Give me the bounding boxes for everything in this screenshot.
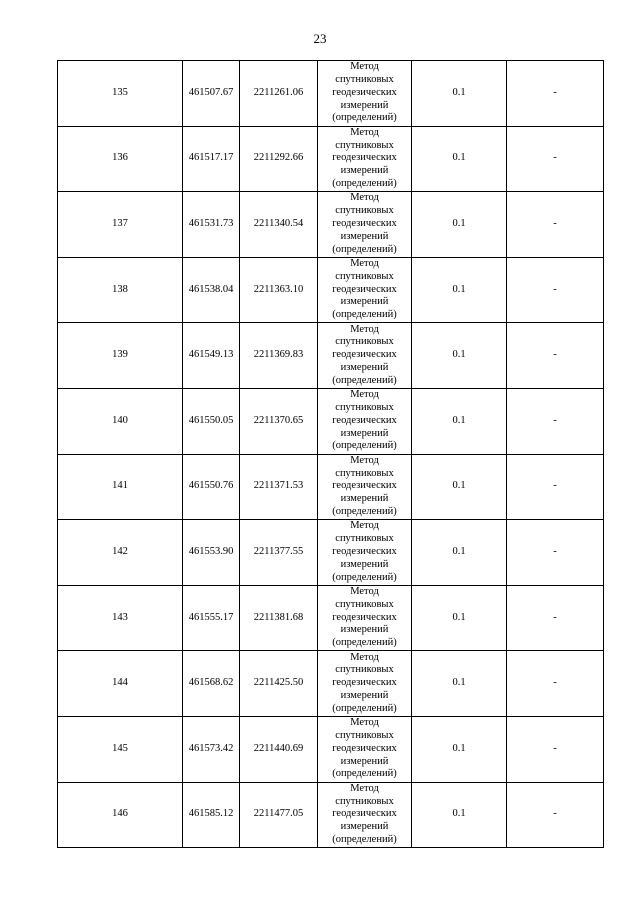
accuracy-cell: 0.1 [412,651,507,717]
coordinate-x-cell: 461573.42 [183,716,240,782]
table-row [58,126,604,192]
accuracy-cell: 0.1 [412,126,507,192]
method-line: Метод [350,61,379,73]
note-cell: - [507,585,604,651]
coordinate-x-cell: 461517.17 [183,126,240,192]
accuracy-cell: 0.1 [412,388,507,454]
method-line: геодезических [332,742,397,754]
method-line: спутниковых [335,730,394,742]
point-number-cell: 137 [58,192,183,258]
coordinate-x-cell: 461549.13 [183,323,240,389]
note-cell: - [507,520,604,586]
coordinate-x-cell: 461550.76 [183,454,240,520]
coordinate-x-cell: 461585.12 [183,782,240,848]
accuracy-cell: 0.1 [412,520,507,586]
table-row [58,192,604,258]
table-row [58,257,604,323]
method-cell [318,520,412,586]
point-number-cell: 144 [58,651,183,717]
method-line: геодезических [332,349,397,361]
note-cell: - [507,454,604,520]
accuracy-cell: 0.1 [412,585,507,651]
method-line: Метод [350,454,379,466]
method-line: геодезических [332,808,397,820]
method-line: (определений) [332,702,397,714]
table-row [58,61,604,127]
method-line: спутниковых [335,795,394,807]
accuracy-cell: 0.1 [412,716,507,782]
method-line: (определений) [332,834,397,846]
method-line: измерений [340,362,389,374]
method-line: (определений) [332,637,397,649]
method-line: геодезических [332,677,397,689]
note-cell: - [507,323,604,389]
note-cell: - [507,61,604,127]
method-line: (определений) [332,768,397,780]
point-number-cell: 141 [58,454,183,520]
method-line: (определений) [332,571,397,583]
note-cell: - [507,388,604,454]
method-line: геодезических [332,283,397,295]
page-number: 23 [313,31,327,46]
method-line: (определений) [332,506,397,518]
method-cell [318,782,412,848]
coordinate-x-cell: 461507.67 [183,61,240,127]
method-line: (определений) [332,112,397,124]
method-line: Метод [350,323,379,335]
method-line: измерений [340,165,389,177]
method-line: измерений [340,755,389,767]
method-cell [318,651,412,717]
method-cell [318,585,412,651]
method-line: измерений [340,493,389,505]
method-line: Метод [350,258,379,270]
coordinate-x-cell: 461531.73 [183,192,240,258]
accuracy-cell: 0.1 [412,61,507,127]
note-cell: - [507,126,604,192]
method-line: геодезических [332,152,397,164]
method-line: (определений) [332,243,397,255]
method-line: измерений [340,558,389,570]
table-row [58,651,604,717]
accuracy-cell: 0.1 [412,323,507,389]
accuracy-cell: 0.1 [412,257,507,323]
method-line: спутниковых [335,598,394,610]
coordinate-x-cell: 461550.05 [183,388,240,454]
accuracy-cell: 0.1 [412,192,507,258]
method-line: измерений [340,821,389,833]
point-number-cell: 135 [58,61,183,127]
method-cell [318,192,412,258]
method-cell [318,257,412,323]
point-number-cell: 139 [58,323,183,389]
note-cell: - [507,651,604,717]
point-number-cell: 140 [58,388,183,454]
method-cell [318,126,412,192]
note-cell: - [507,782,604,848]
method-line: (определений) [332,178,397,190]
method-line: Метод [350,520,379,532]
table-row [58,454,604,520]
method-line: Метод [350,389,379,401]
coordinate-y-cell: 2211261.06 [240,61,318,127]
method-line: Метод [350,586,379,598]
method-line: Метод [350,126,379,138]
point-number-cell: 146 [58,782,183,848]
method-line: спутниковых [335,402,394,414]
table-row [58,388,604,454]
note-cell: - [507,716,604,782]
method-line: спутниковых [335,74,394,86]
point-number-cell: 145 [58,716,183,782]
coordinate-x-cell: 461538.04 [183,257,240,323]
coordinate-x-cell: 461568.62 [183,651,240,717]
method-line: геодезических [332,86,397,98]
method-line: спутниковых [335,205,394,217]
method-line: геодезических [332,414,397,426]
method-line: спутниковых [335,336,394,348]
method-line: (определений) [332,374,397,386]
method-line: спутниковых [335,467,394,479]
table-row [58,716,604,782]
method-cell [318,388,412,454]
method-line: измерений [340,296,389,308]
method-line: измерений [340,690,389,702]
coordinate-x-cell: 461553.90 [183,520,240,586]
coordinate-y-cell: 2211371.53 [240,454,318,520]
coordinate-y-cell: 2211381.68 [240,585,318,651]
coordinates-table-body [58,61,604,848]
method-line: Метод [350,192,379,204]
coordinate-y-cell: 2211370.65 [240,388,318,454]
method-line: спутниковых [335,139,394,151]
method-cell [318,454,412,520]
method-line: (определений) [332,309,397,321]
coordinate-y-cell: 2211292.66 [240,126,318,192]
method-line: измерений [340,624,389,636]
coordinate-y-cell: 2211377.55 [240,520,318,586]
table-row [58,585,604,651]
point-number-cell: 142 [58,520,183,586]
method-line: Метод [350,717,379,729]
point-number-cell: 143 [58,585,183,651]
table-row [58,520,604,586]
method-line: Метод [350,651,379,663]
method-line: геодезических [332,611,397,623]
method-line: измерений [340,99,389,111]
method-line: спутниковых [335,664,394,676]
point-number-cell: 138 [58,257,183,323]
method-cell [318,716,412,782]
coordinate-y-cell: 2211477.05 [240,782,318,848]
coordinate-y-cell: 2211369.83 [240,323,318,389]
method-line: геодезических [332,218,397,230]
method-line: (определений) [332,440,397,452]
note-cell: - [507,257,604,323]
coordinate-y-cell: 2211363.10 [240,257,318,323]
method-line: геодезических [332,480,397,492]
note-cell: - [507,192,604,258]
method-line: спутниковых [335,270,394,282]
coordinates-table [57,60,604,848]
coordinate-y-cell: 2211440.69 [240,716,318,782]
table-row [58,782,604,848]
point-number-cell: 136 [58,126,183,192]
coordinate-y-cell: 2211425.50 [240,651,318,717]
coordinate-x-cell: 461555.17 [183,585,240,651]
accuracy-cell: 0.1 [412,782,507,848]
method-cell [318,61,412,127]
method-line: измерений [340,427,389,439]
table-row [58,323,604,389]
method-line: измерений [340,230,389,242]
method-line: Метод [350,782,379,794]
method-cell [318,323,412,389]
method-line: спутниковых [335,533,394,545]
method-line: геодезических [332,546,397,558]
coordinate-y-cell: 2211340.54 [240,192,318,258]
accuracy-cell: 0.1 [412,454,507,520]
